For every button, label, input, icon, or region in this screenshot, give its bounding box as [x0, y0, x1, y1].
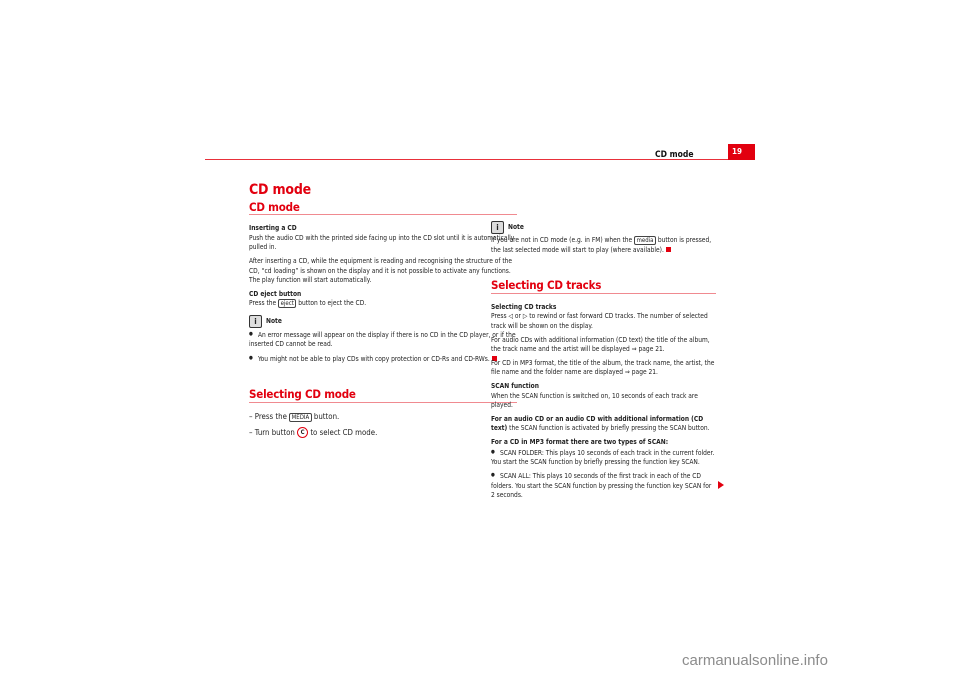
subheading-inserting: Inserting a CD [249, 224, 297, 233]
subheading-eject: CD eject button [249, 289, 302, 298]
text: to select CD mode. [310, 427, 378, 437]
knob-c-icon: C [297, 427, 308, 438]
left-column [249, 182, 517, 438]
chapter-title: CD mode [249, 182, 312, 198]
note-text [491, 236, 716, 255]
paragraph-eject [249, 299, 517, 309]
note-heading [249, 315, 517, 328]
section-title-cd-mode: CD mode [249, 203, 517, 216]
continue-arrow-icon [718, 481, 724, 489]
text: the SCAN function is activated by briefly pressing the SCAN button. [507, 424, 710, 433]
note-bullet: ● An error message will appear on the display if there is no CD in the CD player, or if the inserted CD cannot be read. [249, 330, 517, 350]
subheading-mp3-scan: For a CD in MP3 format there are two types of SCAN: [491, 437, 669, 446]
media-key: media [634, 236, 656, 245]
text: – Turn button [249, 427, 295, 437]
info-icon: i [491, 221, 504, 234]
paragraph: Press ◁ or ▷ to rewind or fast forward CD tracks. The number of selected track will be shown on the display. [491, 312, 708, 330]
subheading-scan: SCAN function [491, 381, 539, 390]
watermark: carmanualsonline.info [682, 652, 828, 669]
text: If you are not in CD mode (e.g. in FM) when the [491, 236, 633, 244]
text: button is pressed, the last selected mode will start to play (where available). [491, 236, 712, 254]
eject-key: eject [278, 299, 296, 308]
media-key: MEDIA [289, 413, 312, 422]
text: For an audio CD or an audio CD with additional information (CD text) [491, 414, 704, 433]
note-label: Note [266, 316, 282, 325]
paragraph [491, 415, 716, 434]
running-header: CD mode [655, 150, 694, 160]
info-icon: i [249, 315, 262, 328]
scan-bullet: ● SCAN FOLDER: This plays 10 seconds of each track in the current folder. You start the SCAN function by briefly pressing the function key SCAN. [491, 448, 716, 468]
section-title-selecting-mode: Selecting CD mode [249, 390, 517, 403]
text: – Press the [249, 411, 287, 421]
step-1 [249, 411, 517, 422]
note-label: Note [508, 222, 524, 231]
paragraph: For audio CDs with additional information (CD text) the title of the album, the track name and the artist will be displayed ⇒ page 21. [491, 335, 710, 354]
paragraph: For CD in MP3 format, the title of the album, the track name, the artist, the file name and the folder name are displayed ⇒ page 21. [491, 358, 715, 377]
note-heading [491, 221, 716, 234]
text: Press the [249, 299, 277, 308]
header-rule [205, 159, 728, 160]
scan-bullet: ● SCAN ALL: This plays 10 seconds of the first track in each of the CD folders. You start the SCAN function by pressing the function key SCAN for 2 seconds. [491, 471, 716, 501]
paragraph: When the SCAN function is switched on, 10 seconds of each track are played. [491, 391, 698, 410]
paragraph: After inserting a CD, while the equipment is reading and recognising the structure of the CD, “cd loading” is shown on the display and it is not possible to activate any functions. The play function will start automatically. [249, 256, 513, 285]
end-mark-icon [666, 247, 671, 252]
text: button. [313, 411, 340, 421]
text: ● You might not be able to play CDs with copy protection or CD-Rs and CD-RWs. [249, 355, 490, 363]
section-title-selecting-tracks: Selecting CD tracks [491, 281, 716, 294]
right-column [491, 221, 716, 505]
step-2 [249, 427, 517, 439]
note-bullet [249, 354, 517, 364]
text: button to eject the CD. [298, 299, 367, 308]
page-number: 19 [728, 144, 755, 160]
subheading-tracks: Selecting CD tracks [491, 302, 557, 311]
paragraph: Push the audio CD with the printed side facing up into the CD slot until it is automatically pulled in. [249, 233, 515, 252]
